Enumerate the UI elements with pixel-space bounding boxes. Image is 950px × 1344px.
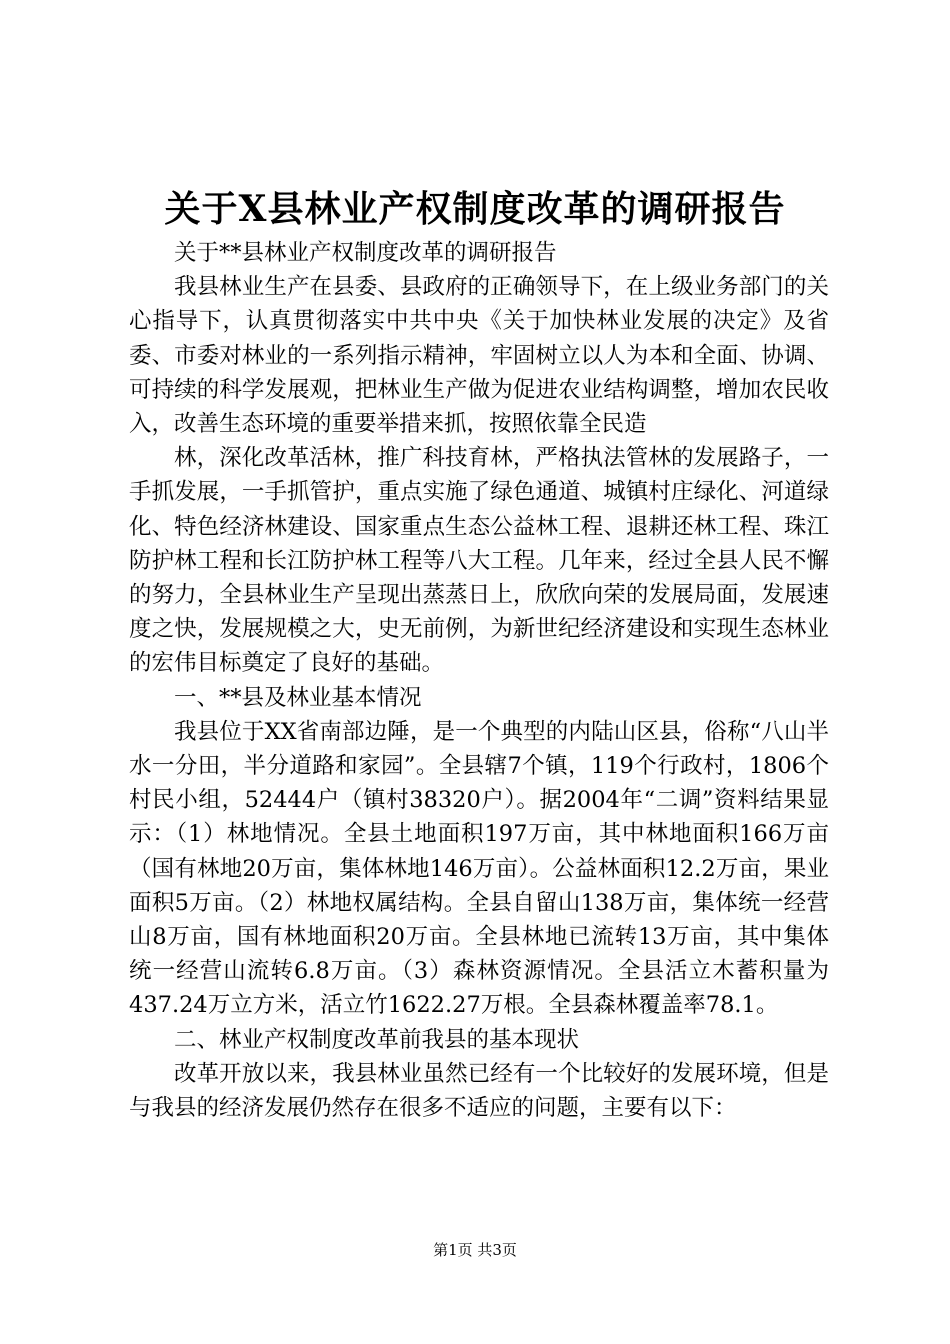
document-body [129,236,829,1125]
paragraph-subtitle: 关于**县林业产权制度改革的调研报告 [174,240,557,266]
section-heading-pre-reform-status: 二、林业产权制度改革前我县的基本现状 [174,1026,580,1053]
paragraph-county-overview: 我县位于XX省南部边陲，是一个典型的内陆山区县，俗称“八山半水一分田，半分道路和家园”。全县辖7个镇，119个行政村，1806个村民小组，52444户（镇村38320户）。据2004年“二调”资料结果显示：（1）林地情况。全县土地面积197万亩，其中林地面积166万亩（国有林地20万亩，集体林地146万亩）。公益林面积12.2万亩，果业面积5万亩。（2）林地权属结构。全县自留山138万亩，集体统一经营山8万亩，国有林地面积20万亩。全县林地已流转13万亩，其中集体统一经营山流转6.8万亩。（3）森林资源情况。全县活立木蓄积量为437.24万立方米，活立竹1622.27万根。全县森林覆盖率78.1。 [129,718,829,1019]
section-heading-basic-situation: 一、**县及林业基本情况 [174,684,422,711]
paragraph-development-path: 林，深化改革活林，推广科技育林，严格执法管林的发展路子，一手抓发展，一手抓管护，重点实施了绿色通道、城镇村庄绿化、河道绿化、特色经济林建设、国家重点生态公益林工程、退耕还林工程、珠江防护林工程和长江防护林工程等八大工程。几年来，经过全县人民不懈的努力，全县林业生产呈现出蒸蒸日上，欣欣向荣的发展局面，发展速度之快，发展规模之大，史无前例，为新世纪经济建设和实现生态林业的宏伟目标奠定了良好的基础。 [129,445,829,677]
document-title: 关于X县林业产权制度改革的调研报告 [164,188,786,230]
paragraph-intro: 我县林业生产在县委、县政府的正确领导下，在上级业务部门的关心指导下，认真贯彻落实中共中央《关于加快林业发展的决定》及省委、市委对林业的一系列指示精神，牢固树立以人为本和全面、协调、可持续的科学发展观，把林业生产做为促进农业结构调整，增加农民收入，改善生态环境的重要举措来抓，按照依靠全民造 [129,274,829,438]
page-footer: 第1页 共3页 [433,1241,517,1259]
paragraph-reform-issues: 改革开放以来，我县林业虽然已经有一个比较好的发展环境，但是与我县的经济发展仍然存在很多不适应的问题，主要有以下： [129,1060,829,1122]
